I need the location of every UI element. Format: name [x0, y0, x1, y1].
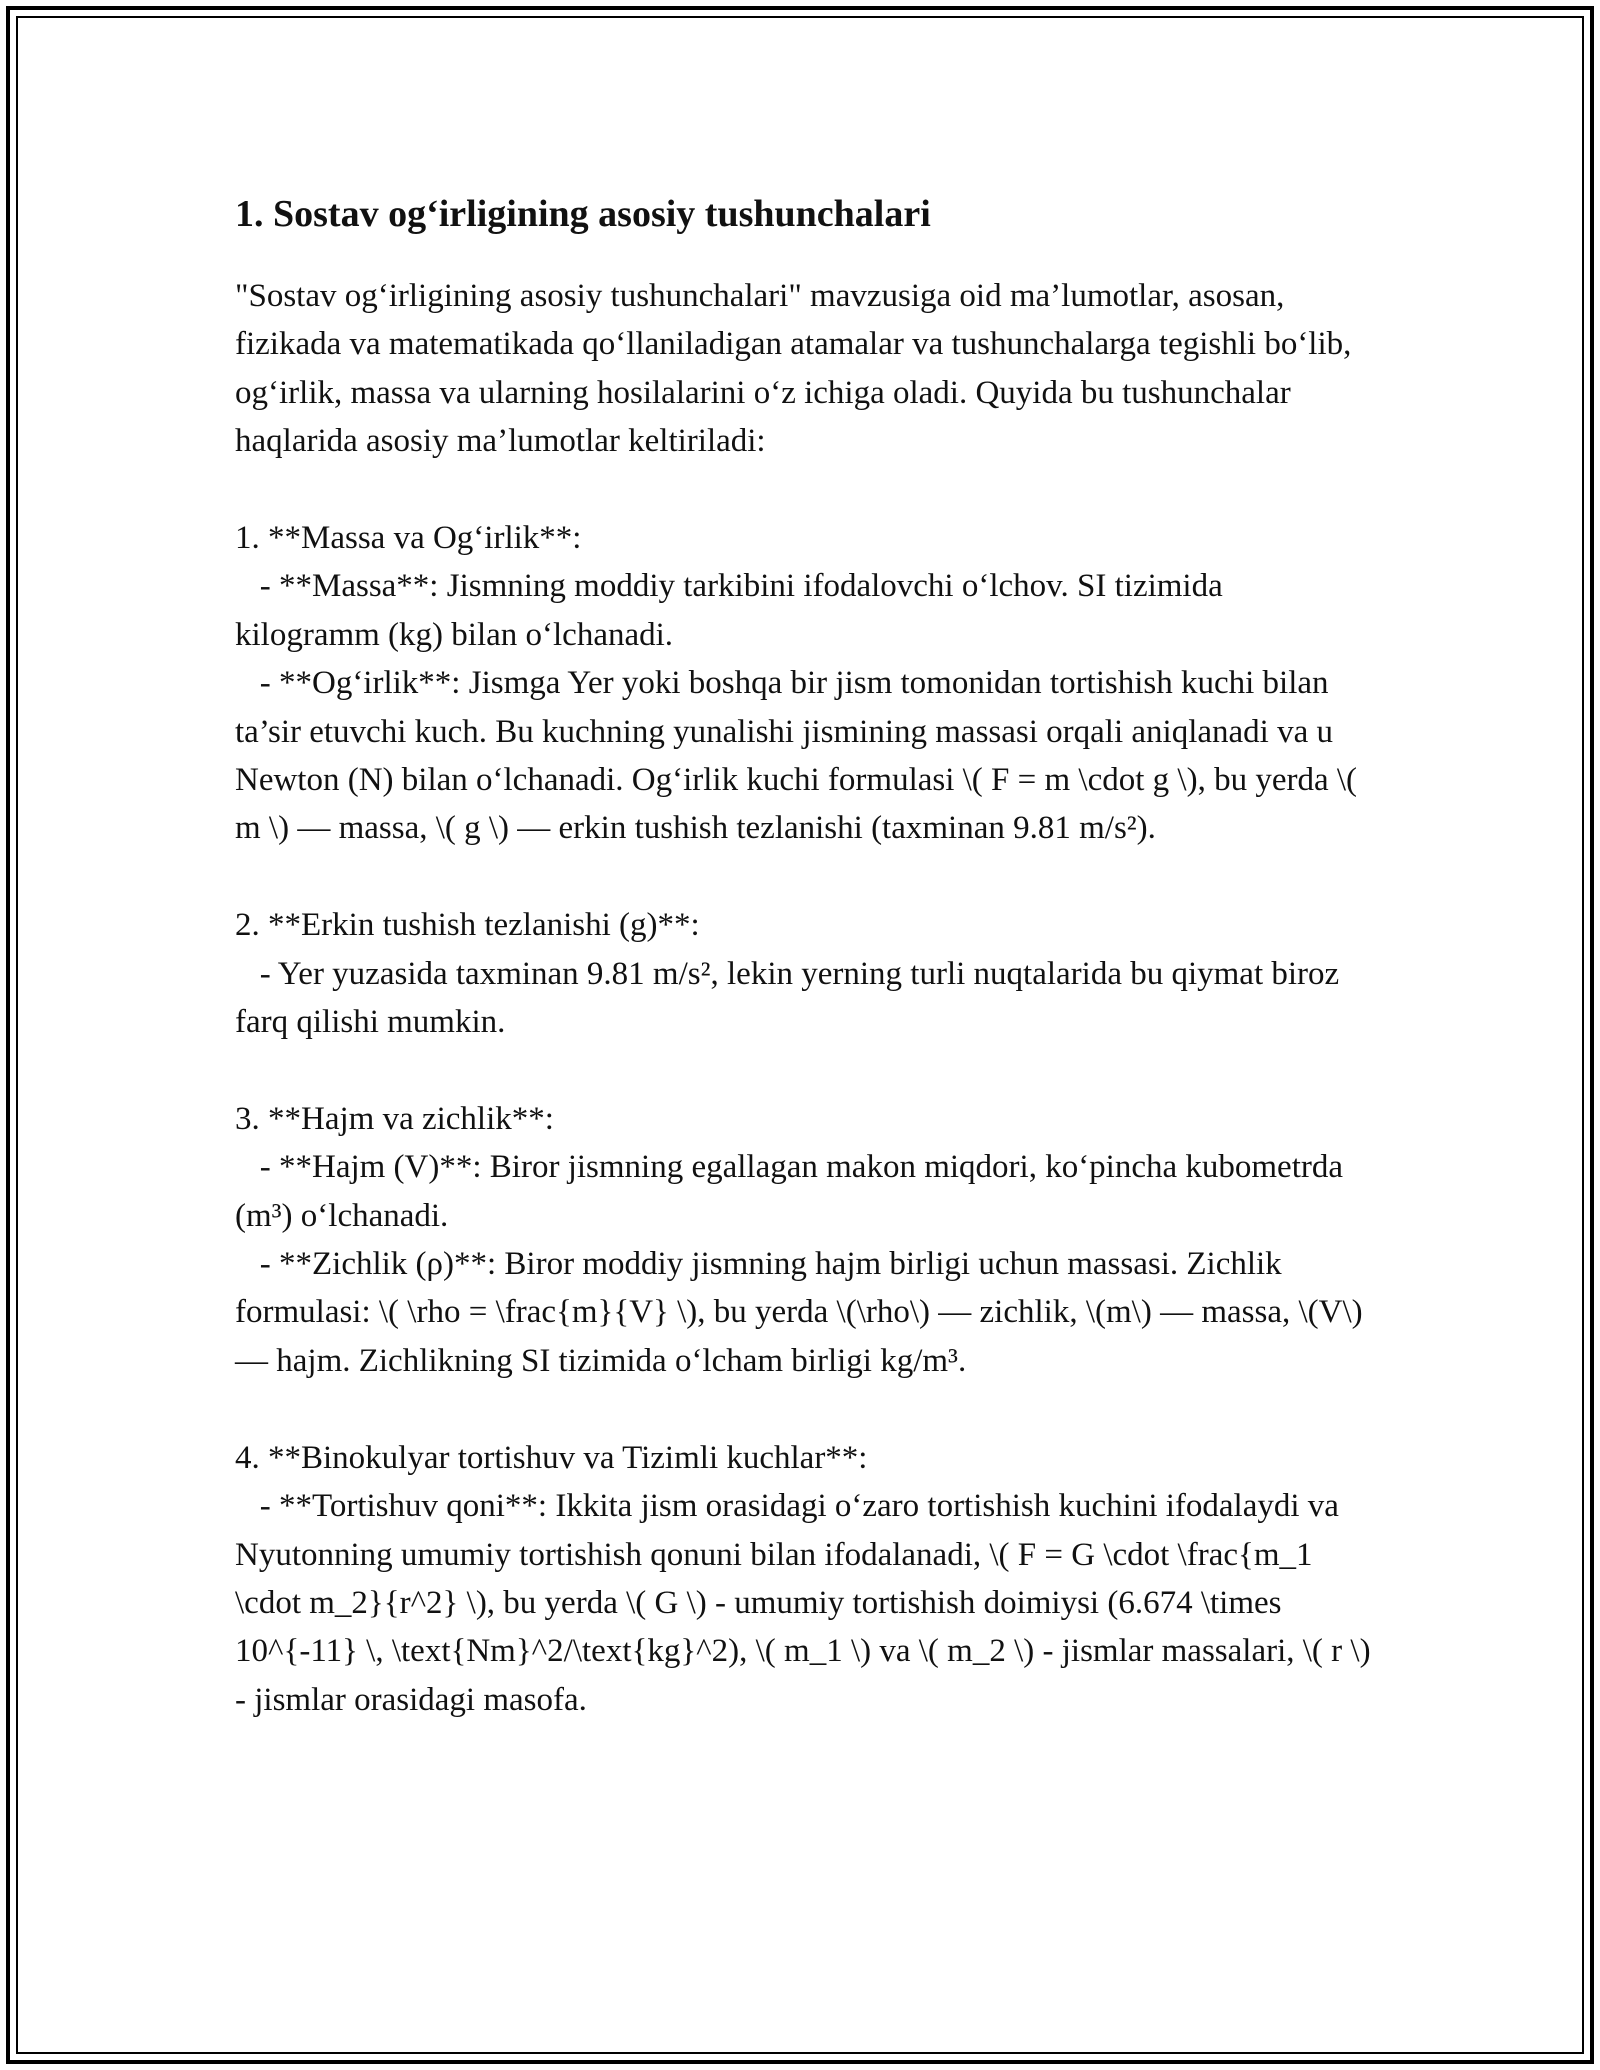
section-3-title: 3. **Hajm va zichlik**: [235, 1100, 554, 1137]
document-heading: 1. Sostav og‘irligining asosiy tushunchalari [235, 193, 931, 235]
section-2-title: 2. **Erkin tushish tezlanishi (g)**: [235, 907, 700, 944]
document-body [235, 186, 1379, 1724]
section-1-item-ogirlik: - **Og‘irlik**: Jismga Yer yoki boshqa bir jism tomonidan tortishish kuchi bilan ta’sir etuvchi kuch. Bu kuchning yunalishi jismining massasi orqali aniqlanadi va u Newton (N) bilan o‘lchanadi. Og‘irlik kuchi formulasi \( F = m \cdot g \), bu yerda \( m \) — massa, \( g \) — erkin tushish tezlanishi (taxminan 9.81 m/s²). [235, 665, 1366, 847]
section-3-item-zichlik: - **Zichlik (ρ)**: Biror moddiy jismning hajm birligi uchun massasi. Zichlik formulasi: \( \rho = \frac{m}{V} \), bu yerda \(\rho\) — zichlik, \(m\) — massa, \(V\) — hajm. Zichlikning SI tizimida o‘lcham birligi kg/m³. [235, 1246, 1371, 1379]
paragraph-spacer [235, 853, 1375, 901]
intro-paragraph: "Sostav og‘irligining asosiy tushunchalari" mavzusiga oid ma’lumotlar, asosan, fizikada va matematikada qo‘llaniladigan atamalar va tushunchalarga tegishli bo‘lib, og‘irlik, massa va ularning hosilalarini o‘z ichiga oladi. Quyida bu tushunchalar haqlarida asosiy ma’lumotlar keltiriladi: [235, 278, 1360, 460]
section-4-item-tortishuv: - **Tortishuv qoni**: Ikkita jism orasidagi o‘zaro tortishish kuchini ifodalaydi va Nyutonning umumiy tortishish qonuni bilan ifodalanadi, \( F = G \cdot \frac{m_1 \cdot m_2}{r^2} \), bu yerda \( G \) - umumiy tortishish doimiysi (6.674 \times 10^{-11} \, \text{Nm}^2/\text{kg}^2), \( m_1 \) va \( m_2 \) - jismlar massalari, \( r \) - jismlar orasidagi masofa. [235, 1488, 1379, 1718]
section-3-item-hajm: - **Hajm (V)**: Biror jismning egallagan makon miqdori, ko‘pincha kubometrda (m³) o‘lchanadi. [235, 1149, 1352, 1234]
section-4-title: 4. **Binokulyar tortishuv va Tizimli kuchlar**: [235, 1439, 868, 1476]
section-2-item-tezlanish: - Yer yuzasida taxminan 9.81 m/s², lekin yerning turli nuqtalarida bu qiymat biroz farq qilishi mumkin. [235, 955, 1348, 1041]
section-1-item-massa: - **Massa**: Jismning moddiy tarkibini ifodalovchi o‘lchov. SI tizimida kilogramm (kg) bilan o‘lchanadi. [235, 568, 1231, 653]
paragraph-spacer [235, 466, 1375, 514]
paragraph-spacer [235, 1385, 1375, 1433]
section-1-title: 1. **Massa va Og‘irlik**: [235, 520, 582, 557]
paragraph-spacer [235, 1046, 1375, 1094]
